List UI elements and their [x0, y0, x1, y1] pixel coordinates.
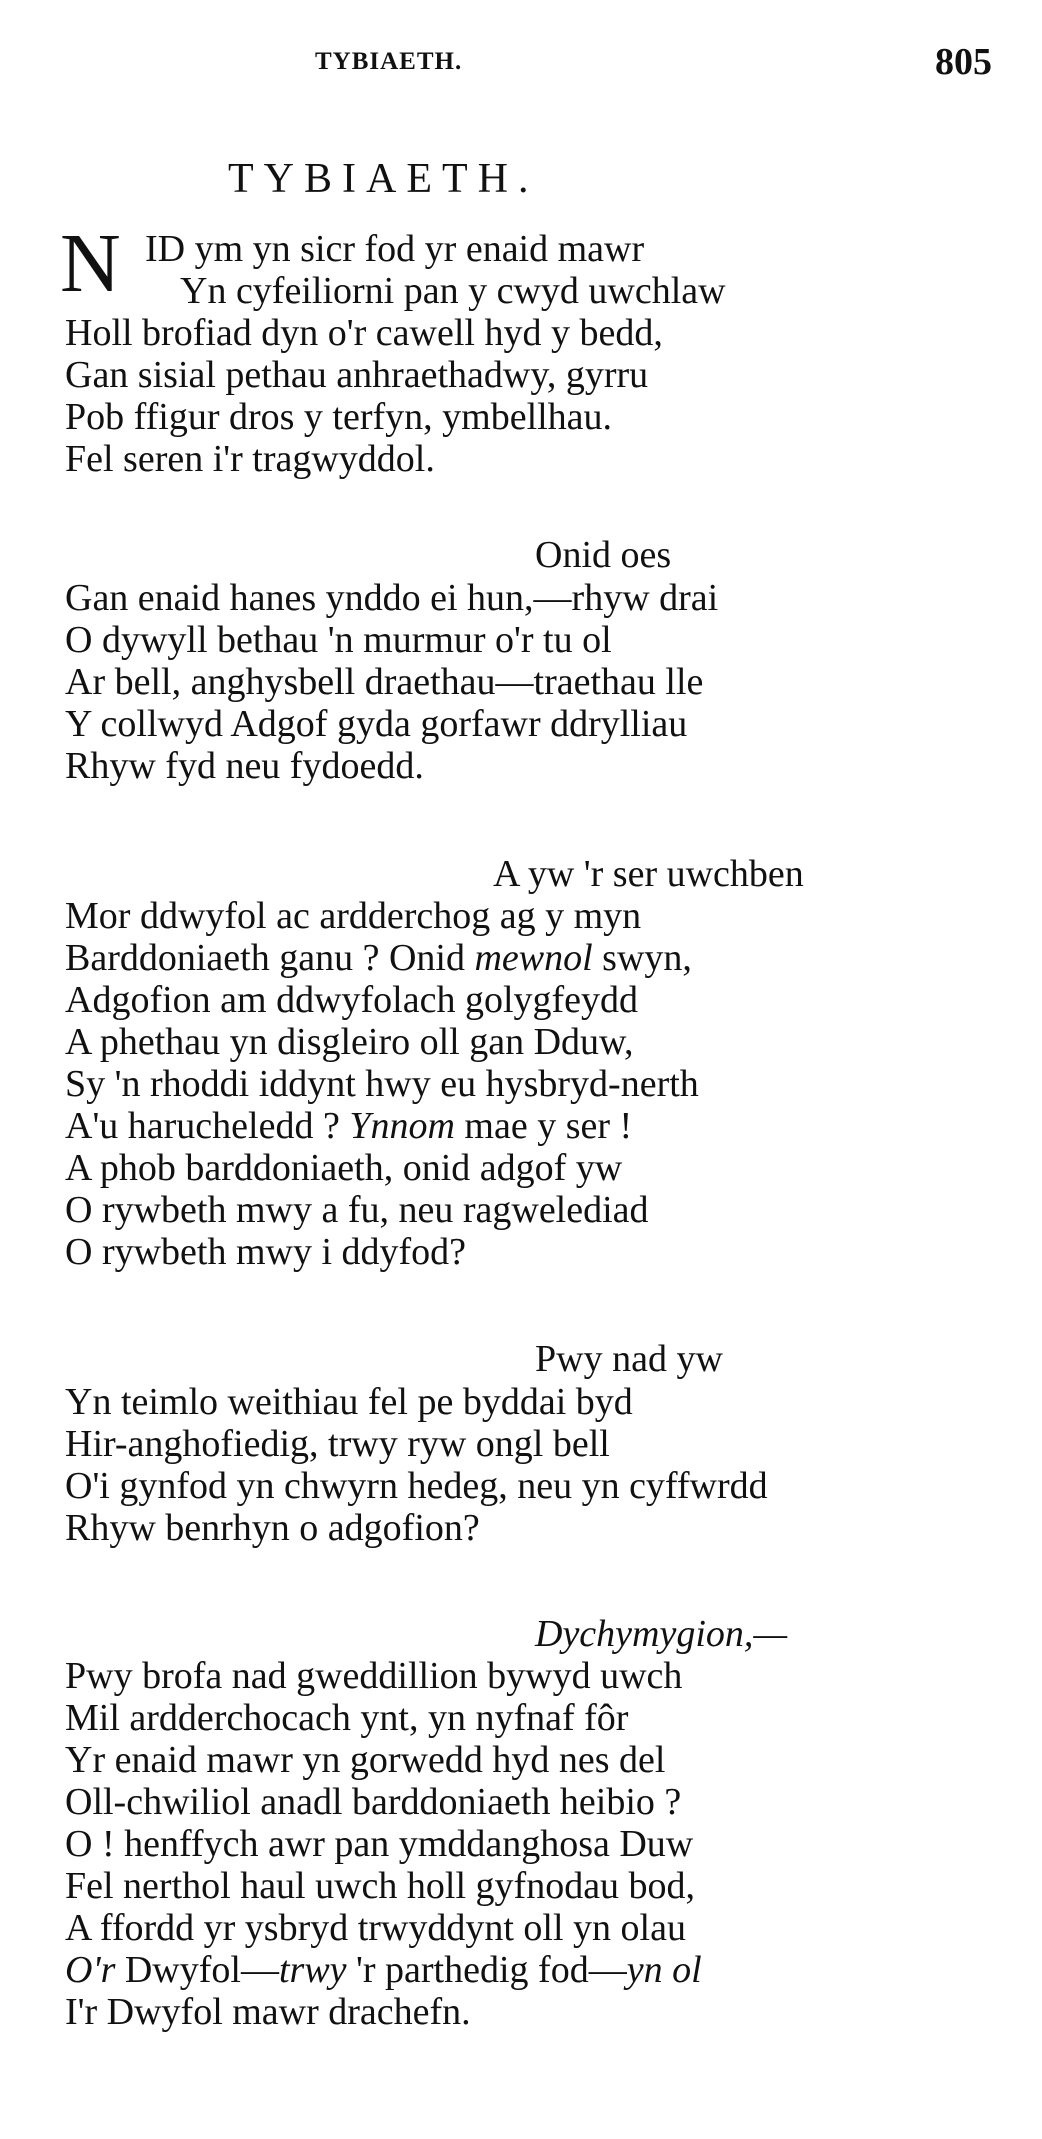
poem-line: ID ym yn sicr fod yr enaid mawr: [145, 228, 645, 270]
poem-title: TYBIAETH.: [228, 156, 539, 202]
poem-line: Pwy brofa nad gweddillion bywyd uwch: [65, 1655, 683, 1697]
italic-word: trwy: [278, 1949, 347, 1991]
poem-line: Gan enaid hanes ynddo ei hun,—rhyw drai: [65, 577, 719, 619]
italic-word: Ynnom: [349, 1105, 455, 1147]
poem-line: Fel seren i'r tragwyddol.: [65, 438, 435, 480]
poem-line: Fel nerthol haul uwch holl gyfnodau bod,: [65, 1865, 696, 1907]
page-number: 805: [935, 41, 992, 83]
line-text: swyn,: [592, 937, 692, 979]
poem-line: A phethau yn disgleiro oll gan Dduw,: [65, 1021, 634, 1063]
italic-word: mewnol: [474, 937, 593, 979]
poem-line: Hir-anghofiedig, trwy ryw ongl bell: [65, 1423, 610, 1465]
poem-line: [65, 1105, 632, 1147]
stanza-cue: [535, 1613, 787, 1655]
stanza-cue: A yw 'r ser uwchben: [493, 853, 804, 895]
poem-line: Holl brofiad dyn o'r cawell hyd y bedd,: [65, 312, 663, 354]
line-text: Dwyfol—: [115, 1949, 279, 1991]
poem-line: Yn cyfeiliorni pan y cwyd uwchlaw: [180, 270, 726, 312]
stanza-cue: Pwy nad yw: [535, 1338, 723, 1380]
drop-cap: N: [60, 217, 121, 310]
line-text: 'r parthedig fod—: [346, 1949, 627, 1991]
poem-line: O dywyll bethau 'n murmur o'r tu ol: [65, 619, 612, 661]
line-text: A'u harucheledd ?: [65, 1105, 350, 1147]
poem-line: Oll-chwiliol anadl barddoniaeth heibio ?: [65, 1781, 682, 1823]
poem-line: Mor ddwyfol ac ardderchog ag y myn: [65, 895, 642, 937]
line-text: mae y ser !: [454, 1105, 633, 1147]
poem-line: Pob ffigur dros y terfyn, ymbellhau.: [65, 396, 613, 438]
poem-line: Rhyw fyd neu fydoedd.: [65, 745, 424, 787]
italic-word: O'r: [65, 1949, 116, 1991]
poem-line: [65, 937, 692, 979]
line-text: Barddoniaeth ganu ? Onid: [65, 937, 475, 979]
poem-line: O'i gynfod yn chwyrn hedeg, neu yn cyffwrdd: [65, 1465, 768, 1507]
poem-line: A phob barddoniaeth, onid adgof yw: [65, 1147, 623, 1189]
running-head: TYBIAETH.: [315, 48, 463, 75]
poem-line: Mil ardderchocach ynt, yn nyfnaf fôr: [65, 1697, 629, 1739]
poem-line: Yn teimlo weithiau fel pe byddai byd: [65, 1381, 633, 1423]
poem-line: Adgofion am ddwyfolach golygfeydd: [65, 979, 639, 1021]
poem-line: Sy 'n rhoddi iddynt hwy eu hysbryd-nerth: [65, 1063, 699, 1105]
italic-word: yn ol: [626, 1949, 702, 1991]
poem-line: I'r Dwyfol mawr drachefn.: [65, 1991, 471, 2033]
poem-line: A ffordd yr ysbryd trwyddynt oll yn olau: [65, 1907, 686, 1949]
poem-line: Y collwyd Adgof gyda gorfawr ddrylliau: [65, 703, 688, 745]
poem-line: Ar bell, anghysbell draethau—traethau lle: [65, 661, 704, 703]
stanza-cue: Onid oes: [535, 534, 672, 576]
poem-line: [65, 1949, 702, 1991]
poem-line: O rywbeth mwy i ddyfod?: [65, 1231, 467, 1273]
poem-line: Rhyw benrhyn o adgofion?: [65, 1507, 480, 1549]
poem-line: O rywbeth mwy a fu, neu ragwelediad: [65, 1189, 649, 1231]
poem-line: Yr enaid mawr yn gorwedd hyd nes del: [65, 1739, 666, 1781]
poem-line: O ! henffych awr pan ymddanghosa Duw: [65, 1823, 694, 1865]
poem-line: Gan sisial pethau anhraethadwy, gyrru: [65, 354, 649, 396]
italic-word: Dychymygion,—: [535, 1613, 788, 1655]
